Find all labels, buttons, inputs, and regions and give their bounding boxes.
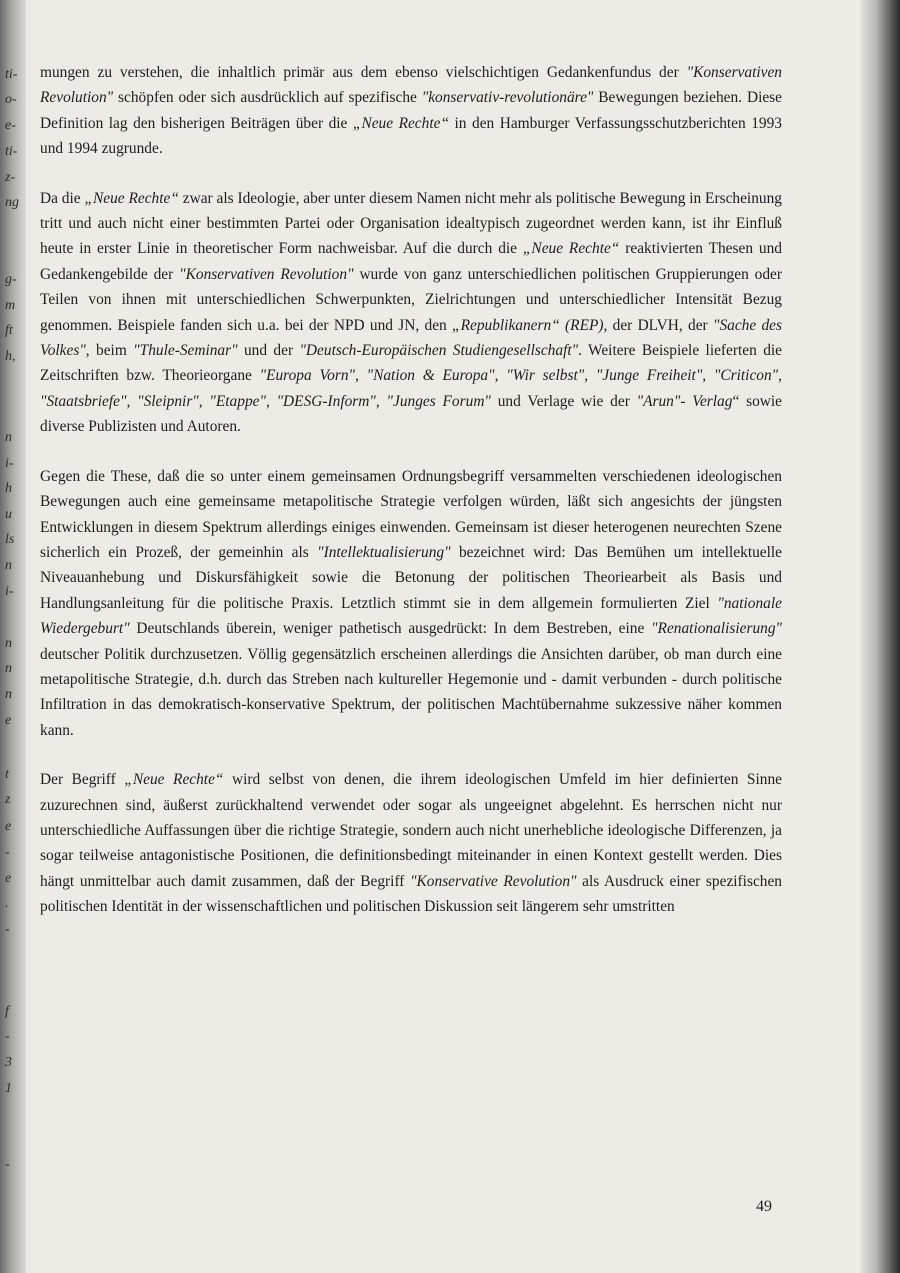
- paragraph-2: [40, 186, 782, 440]
- gutter-fragment: n: [5, 430, 12, 445]
- italic-run: "Europa Vorn", "Nation & Europa", "Wir selbst", "Junge Freiheit", "Criticon", "Staatsbriefe", "Sleipnir", "Etappe", "DESG-Inform", "Junges Forum": [40, 367, 782, 410]
- italic-run: „Republikanern“ (REP): [452, 316, 604, 334]
- text-run: “ sowie diverse Publizisten und Autoren.: [40, 392, 782, 436]
- gutter-fragment: e: [5, 713, 12, 728]
- gutter-fragment: n: [5, 558, 12, 573]
- text-run: wird selbst von denen, die ihrem ideologischen Umfeld im hier definierten Sinne zuzurechnen sind, äußerst zurückhaltend verwendet oder sogar als ungeeignet abgelehnt. Es herrschen nicht nur unterschiedliche Auffassungen über die richtige Strategie, sondern auch nicht unerhebliche ideologische Differenzen, ja sogar teilweise antagonistische Positionen, die definitionsbedingt miteinander in einen Kontext gestellt werden. Dies hängt unmittelbar auch damit zusammen, daß der Begriff: [40, 771, 782, 890]
- gutter-fragment: -: [5, 845, 10, 860]
- gutter-fragment: o-: [5, 92, 17, 107]
- text-run: wurde von ganz unterschiedlichen politischen Gruppierungen oder Teilen von ihnen mit unterschiedlichen Schwerpunkten, Zielrichtungen und unterschiedlicher Intensität Bezug genommen. Beispiele fanden sich u.a. bei der NPD und JN, den: [40, 265, 782, 334]
- paragraph-1: [40, 60, 782, 162]
- italic-run: "Konservativen Revolution": [179, 265, 354, 283]
- page-body: [40, 60, 782, 944]
- text-run: Der Begriff: [40, 771, 125, 789]
- italic-run: "Konservative Revolution": [410, 872, 577, 890]
- gutter-fragment: .: [5, 896, 9, 911]
- text-run: , der DLVH, der: [603, 316, 713, 334]
- italic-run: "nationale Wiedergeburt": [40, 594, 782, 638]
- gutter-fragment: 1: [5, 1081, 12, 1096]
- gutter-fragment: e: [5, 819, 12, 834]
- text-run: und Verlage wie der: [490, 392, 637, 410]
- gutter-fragment: -: [5, 1157, 10, 1172]
- gutter-fragment: e: [5, 871, 12, 886]
- gutter-fragment: ng: [5, 195, 19, 210]
- gutter-fragment: -: [5, 1029, 10, 1044]
- text-run: in den Hamburger Verfassungsschutzberichten 1993 und 1994 zugrunde.: [40, 114, 782, 158]
- gutter-fragment: -: [5, 922, 10, 937]
- italic-run: "Intellektualisierung": [317, 543, 451, 561]
- gutter-fragment: i-: [5, 584, 14, 599]
- gutter-fragment: f: [5, 1004, 9, 1019]
- gutter-fragment: z: [5, 792, 11, 807]
- page-number: 49: [756, 1198, 772, 1215]
- gutter-fragment: i-: [5, 456, 14, 471]
- italic-run: "Arun"- Verlag: [636, 392, 733, 410]
- italic-run: „Neue Rechte“: [124, 771, 224, 789]
- text-run: reaktivierten Thesen und Gedankengebilde der: [40, 240, 782, 283]
- italic-run: "Renationalisierung": [651, 620, 782, 638]
- italic-run: „Neue Rechte“: [84, 189, 179, 207]
- gutter-fragment: n: [5, 636, 12, 651]
- italic-run: "Thule-Seminar": [133, 342, 238, 360]
- italic-run: „Neue Rechte“: [352, 114, 450, 132]
- italic-run: "Deutsch-Europäischen Studiengesellschaft": [299, 342, 579, 360]
- italic-run: "Sache des Volkes": [40, 316, 782, 360]
- text-run: Gegen die These, daß die so unter einem gemeinsamen Ordnungsbegriff versammelten verschiedenen ideologischen Bewegungen auch eine gemeinsame metapolitische Strategie verfolgen würden, läßt sich angesichts der jüngsten Entwicklungen in diesem Spektrum allerdings einiges einwenden. Gemeinsam ist dieser heterogenen neurechten Szene sicherlich ein Prozeß, der gemeinhin als: [40, 467, 782, 561]
- text-run: Deutschlands überein, weniger pathetisch ausgedrückt: In dem Bestreben, eine: [129, 620, 652, 638]
- text-run: zwar als Ideologie, aber unter diesem Namen nicht mehr als politische Bewegung in Erscheinung tritt und auch nicht einer bestimmten Partei oder Organisation idealtypisch zugeordnet werden kann, ist ihr Einfluß heute in erster Linie in theoretischer Form nachweisbar. Auf die durch die: [40, 189, 782, 258]
- italic-run: "konservativ-revolutionäre": [421, 89, 594, 107]
- gutter-fragment: n: [5, 661, 12, 676]
- text-run: Da die: [40, 189, 85, 207]
- gutter-fragment: ls: [5, 532, 15, 547]
- text-run: , beim: [85, 342, 134, 360]
- text-run: bezeichnet wird: Das Bemühen um intellektuelle Niveauanhebung und Diskursfähigkeit sowie die Betonung der politischen Theoriearbeit als Basis und Handlungsanleitung für die politische Praxis. Letztlich stimmt sie in dem allgemein formulierten Ziel: [40, 543, 782, 612]
- gutter-fragment: z-: [5, 170, 16, 185]
- paragraph-3: [40, 464, 782, 743]
- gutter-fragment: 3: [5, 1055, 12, 1070]
- text-run: Bewegungen beziehen. Diese Definition lag den bisherigen Beiträgen über die: [40, 89, 782, 132]
- gutter-fragment: ti-: [5, 67, 18, 82]
- gutter-fragment: t: [5, 767, 9, 782]
- gutter-fragment: h,: [5, 349, 16, 364]
- gutter-fragment: n: [5, 687, 12, 702]
- text-run: schöpfen oder sich ausdrücklich auf spezifische: [113, 89, 422, 107]
- text-run: . Weitere Beispiele lieferten die Zeitschriften bzw. Theorieorgane: [40, 342, 783, 385]
- gutter-fragment: e-: [5, 118, 16, 133]
- paragraph-4: [40, 767, 782, 919]
- gutter-fragment: m: [5, 298, 16, 313]
- gutter-fragment: ft: [5, 323, 13, 338]
- text-run: und der: [237, 342, 300, 360]
- page-edge-shadow-right: [860, 0, 900, 1273]
- italic-run: "Konservativen Revolution": [40, 64, 782, 107]
- italic-run: „Neue Rechte“: [522, 240, 620, 258]
- text-run: deutscher Politik durchzusetzen. Völlig gegensätzlich erscheinen allerdings die Ansichten darüber, ob man durch eine metapolitische Strategie, d.h. durch das Streben nach kultureller Hegemonie und - damit verbunden - durch politische Infiltration in das demokratisch-konservative Spektrum, der politischen Machtübernahme sukzessive näher kommen kann.: [40, 645, 782, 739]
- text-run: als Ausdruck einer spezifischen politischen Identität in der wissenschaftlichen und politischen Diskussion seit längerem sehr umstritten: [40, 872, 783, 916]
- gutter-fragment: ti-: [5, 144, 18, 159]
- facing-page-gutter-fragments: [0, 0, 26, 1273]
- text-run: mungen zu verstehen, die inhaltlich primär aus dem ebenso vielschichtigen Gedankenfundus der: [40, 64, 687, 81]
- gutter-fragment: u: [5, 507, 12, 522]
- gutter-fragment: h: [5, 481, 12, 496]
- gutter-fragment: g-: [5, 272, 17, 287]
